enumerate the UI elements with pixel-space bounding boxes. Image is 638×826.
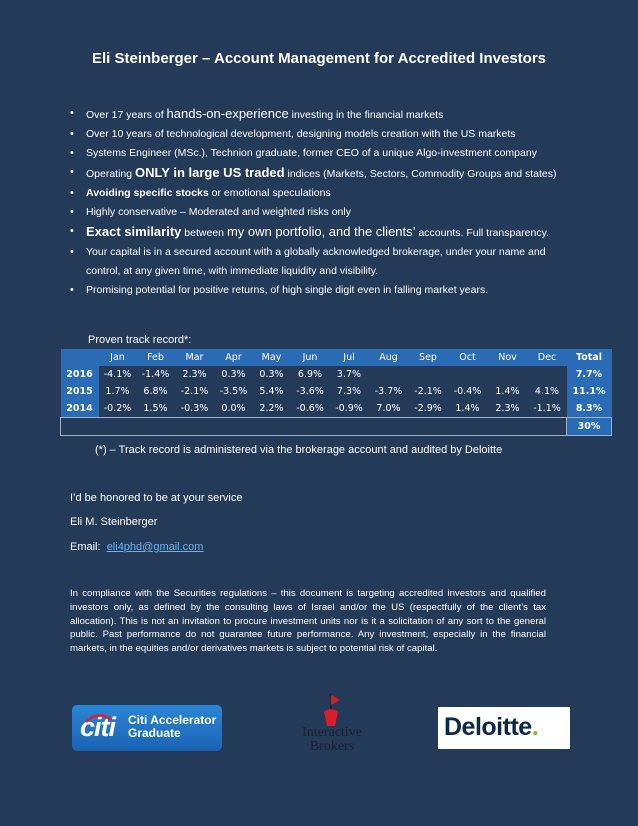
table-cell: -3.7% [369,383,409,400]
ib-logo-line1: Interactive [302,725,362,740]
year-cell: 2015 [61,383,99,400]
closing-line: I’d be honored to be at your service [70,492,243,504]
grand-total-row [61,418,612,436]
email-line [70,541,203,553]
list-item: • Highly conservative – Moderated and weighted risks only [70,203,570,222]
table-cell: 7.0% [369,400,409,418]
table-cell [448,366,488,383]
column-header-total: Total [567,349,612,366]
citi-logo-line2: Graduate [128,726,181,740]
ib-logo-line2: Brokers [309,739,355,754]
table-cell: -1.1% [528,400,567,418]
header-corner [61,349,99,366]
table-cell [488,366,528,383]
table-cell: -1.4% [137,366,175,383]
table-cell: 0.0% [215,400,253,418]
table-cell: 2.3% [488,400,528,418]
list-item: • Over 10 years of technological development, designing models creation with the US markets [70,125,570,144]
table-cell: -2.1% [175,383,215,400]
table-cell: -3.6% [291,383,330,400]
page-title: Eli Steinberger – Account Management for Accredited Investors [92,50,546,67]
table-cell: -2.1% [409,383,448,400]
citi-accelerator-logo [72,705,222,751]
column-header: Oct [448,349,488,366]
table-cell: -0.2% [99,400,137,418]
table-cell: 3.7% [330,366,369,383]
table-cell: 7.3% [330,383,369,400]
list-item: • Over 17 years of hands-on-experience investing in the financial markets [70,104,570,125]
table-row [61,400,612,418]
signature-name: Eli M. Steinberger [70,516,158,528]
list-item: • Systems Engineer (MSc.), Technion graduate, former CEO of a unique Algo-investment company [70,144,570,163]
column-header: May [253,349,291,366]
table-cell: -0.3% [175,400,215,418]
table-cell: -4.1% [99,366,137,383]
table-cell: 1.4% [448,400,488,418]
grand-total-spacer [61,418,567,436]
table-cell: -3.5% [215,383,253,400]
table-row [61,383,612,400]
feature-list [70,104,570,300]
citi-arc-icon [80,711,116,723]
list-item: • Operating ONLY in large US traded indices (Markets, Sectors, Commodity Groups and states) [70,163,570,184]
table-cell: 1.4% [488,383,528,400]
table-row [61,366,612,383]
grand-total-cell: 30% [567,418,612,436]
deloitte-logo [438,707,570,749]
total-cell: 11.1% [567,383,612,400]
ib-flag-icon [317,692,347,728]
total-cell: 8.3% [567,400,612,418]
column-header: Jun [291,349,330,366]
column-header: Jul [330,349,369,366]
year-cell: 2016 [61,366,99,383]
table-cell: 6.9% [291,366,330,383]
column-header: Apr [215,349,253,366]
column-header: Aug [369,349,409,366]
email-label: Email: [70,541,101,553]
interactive-brokers-logo [284,692,380,762]
list-item: • Exact similarity between my own portfolio, and the clients’ accounts. Full transparency. [70,222,570,243]
table-cell: 5.4% [253,383,291,400]
track-record-footnote: (*) – Track record is administered via the brokerage account and audited by Deloitte [95,444,503,456]
table-header-row [61,349,612,366]
column-header: Sep [409,349,448,366]
table-cell: 6.8% [137,383,175,400]
total-cell: 7.7% [567,366,612,383]
table-cell: 4.1% [528,383,567,400]
deloitte-green-dot: . [531,713,539,741]
table-cell: -2.9% [409,400,448,418]
column-header: Mar [175,349,215,366]
table-cell: 0.3% [215,366,253,383]
list-item: • Your capital is in a secured account with a globally acknowledged brokerage, under your name and control, at any given time, with immediate liquidity and visibility. [70,243,570,281]
table-cell: -0.6% [291,400,330,418]
table-cell: 1.5% [137,400,175,418]
table-cell [409,366,448,383]
column-header: Feb [137,349,175,366]
year-cell: 2014 [61,400,99,418]
table-cell: 2.2% [253,400,291,418]
table-cell: 2.3% [175,366,215,383]
column-header: Nov [488,349,528,366]
list-item: • Avoiding specific stocks or emotional speculations [70,184,570,203]
table-cell: -0.4% [448,383,488,400]
table-cell: -0.9% [330,400,369,418]
deloitte-wordmark: Deloitte [444,713,532,741]
track-record-table [60,349,612,436]
table-cell [369,366,409,383]
citi-logo-line1: Citi Accelerator [128,713,217,727]
column-header: Jan [99,349,137,366]
list-item: • Promising potential for positive returns, of high single digit even in falling market years. [70,281,570,300]
table-cell: 0.3% [253,366,291,383]
email-link[interactable]: eli4phd@gmail.com [106,541,204,553]
table-cell [528,366,567,383]
compliance-disclaimer: In compliance with the Securities regulations – this document is targeting accredited investors and qualified investors only, as defined by the consulting laws of Israel and/or the US (respectfully of the client’s tax allocation). This is not an invitation to procure investment units nor is it a solicitation of any sort to the general public. Past performance do not guarantee future performance. Any investment, especially in the financial markets, in the equities and/or derivatives markets is subject to potential risk of capital. [70,588,546,655]
column-header: Dec [528,349,567,366]
citi-brand-text: citi [80,712,116,742]
track-record-label: Proven track record*: [88,334,192,346]
table-cell: 1.7% [99,383,137,400]
